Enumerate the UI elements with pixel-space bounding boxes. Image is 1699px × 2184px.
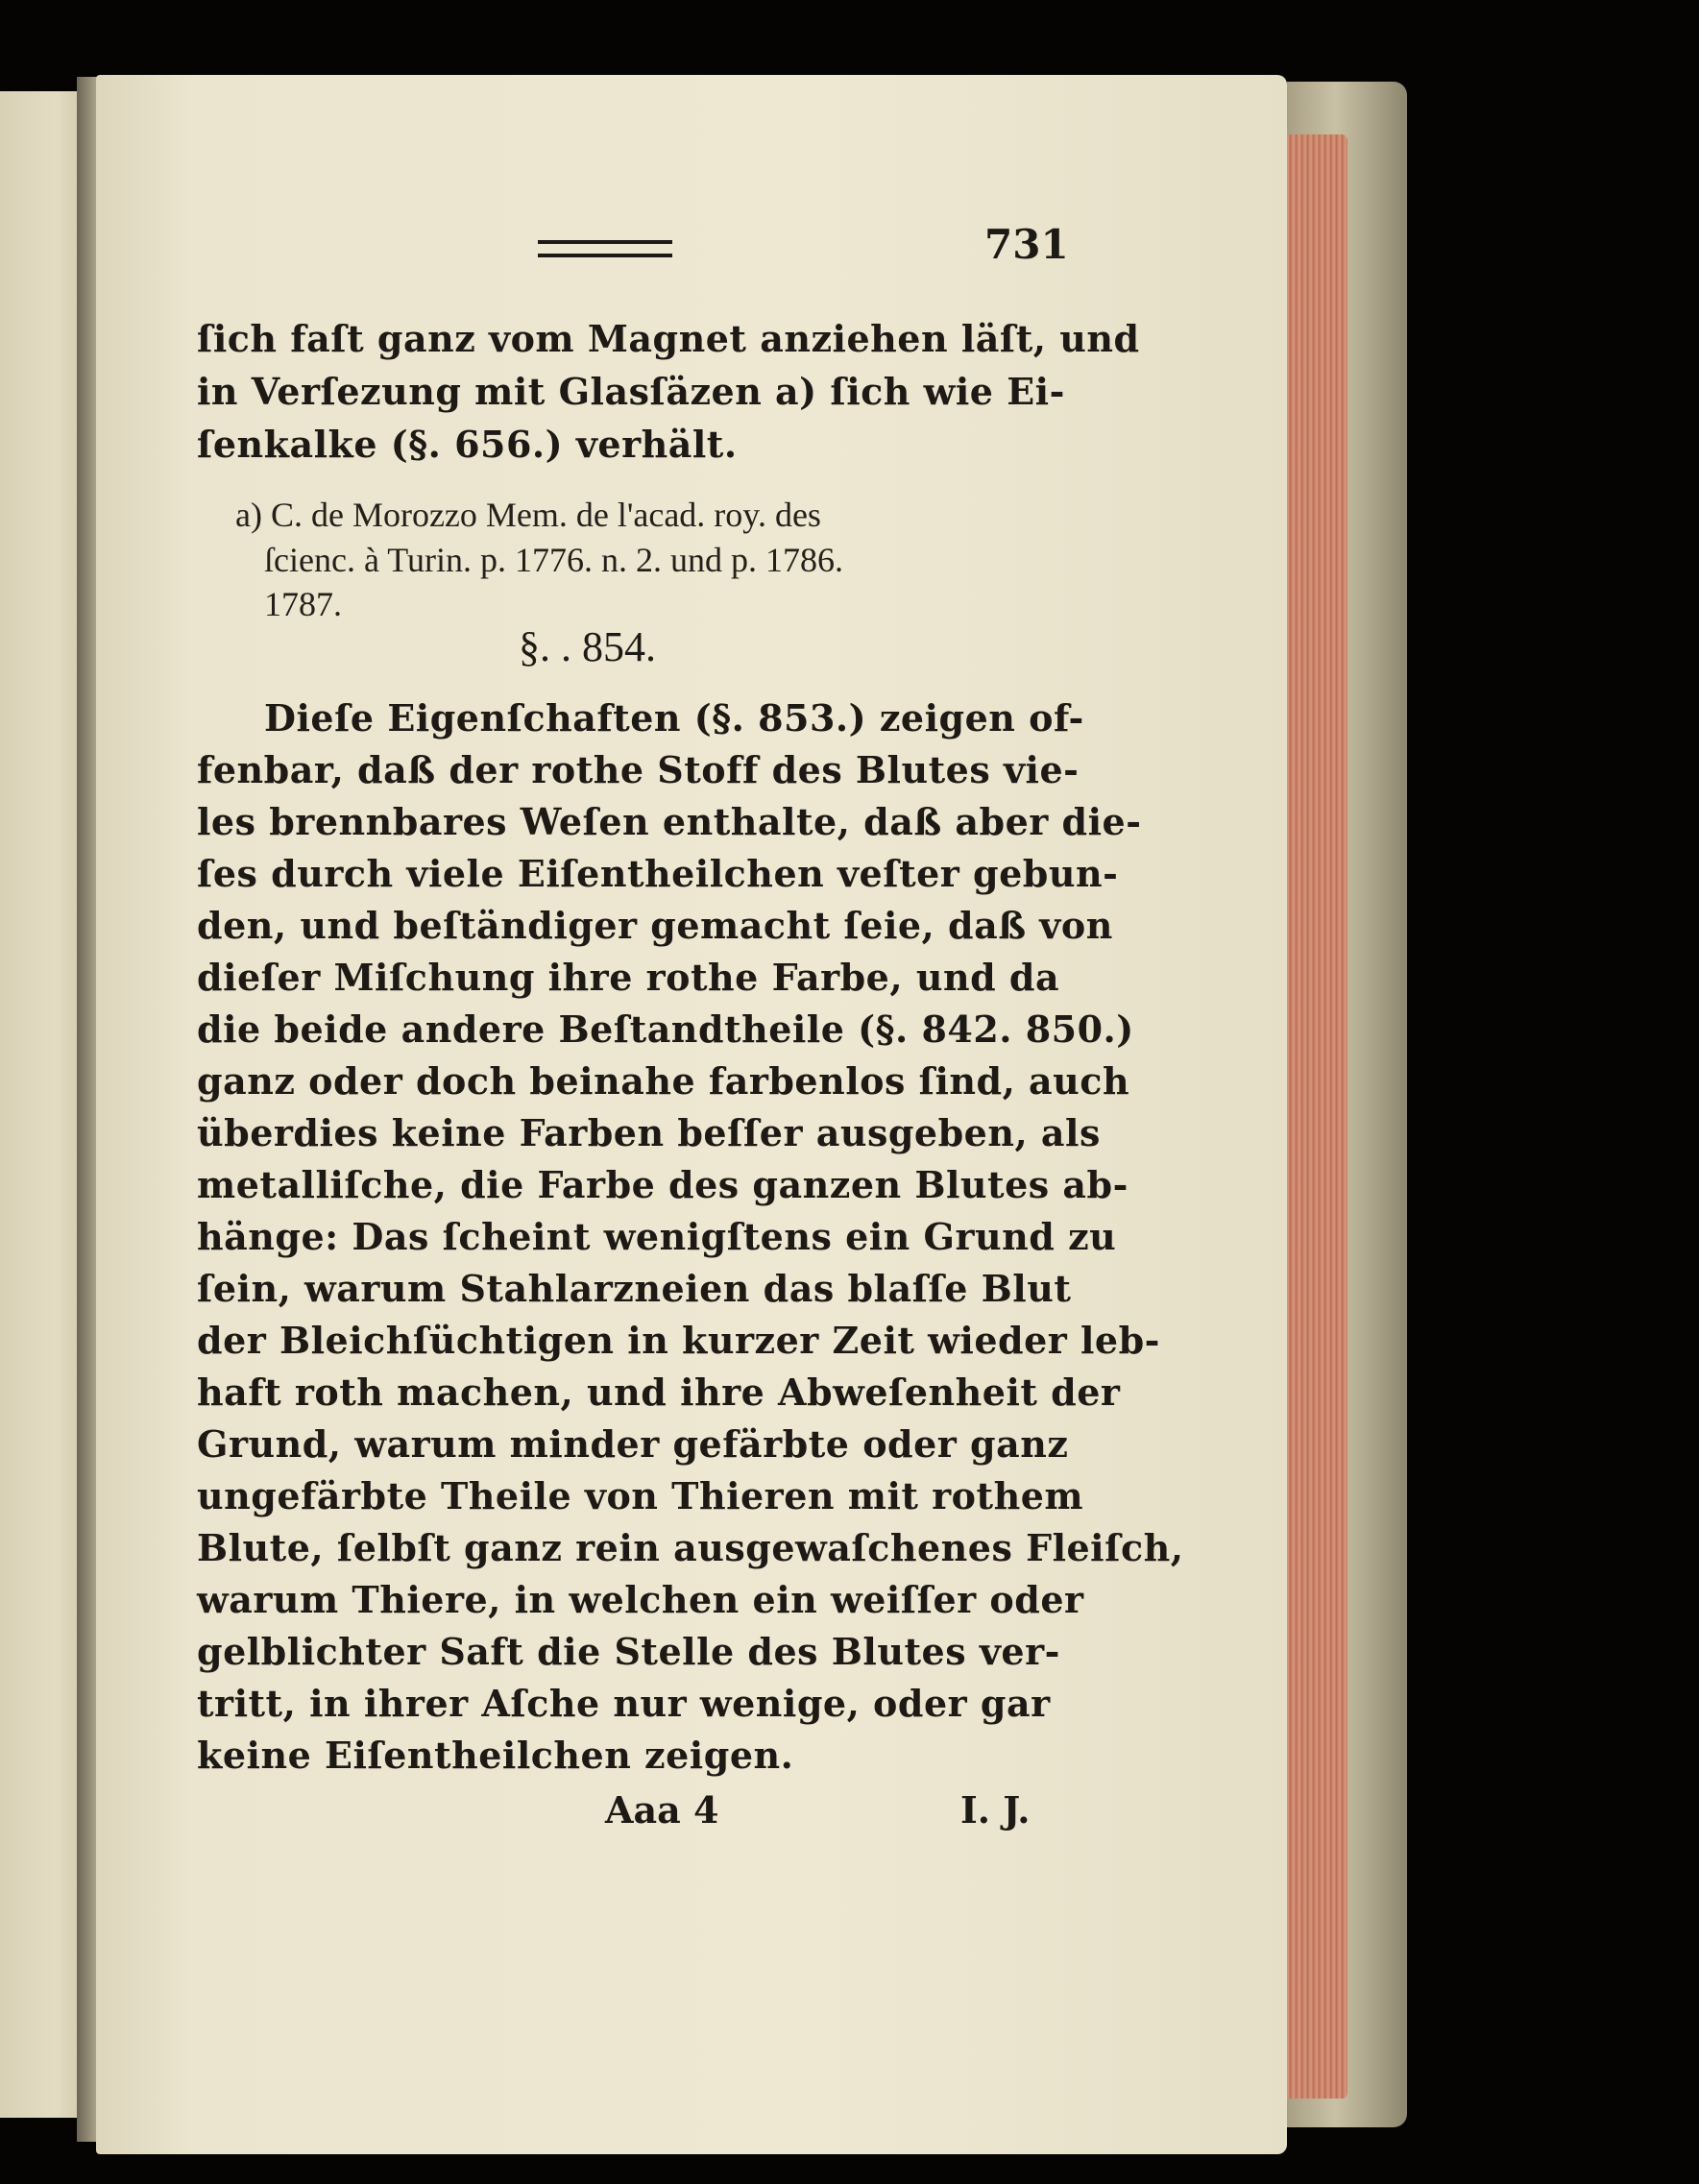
text-line: warum Thiere, in welchen ein weiſſer oder: [197, 1578, 1084, 1621]
text-line: gelblichter Saft die Stelle des Blutes ver-: [197, 1630, 1060, 1673]
text-line: dieſer Miſchung ihre rothe Farbe, und da: [197, 956, 1060, 999]
text-line: Blute, ſelbſt ganz rein ausgewaſchenes Fleiſch,: [197, 1526, 1184, 1569]
text-line: Grund, warum minder gefärbte oder ganz: [197, 1422, 1069, 1466]
text-line: keine Eiſentheilchen zeigen.: [197, 1734, 794, 1777]
text-line: les brennbares Weſen enthalte, daß aber die-: [197, 800, 1142, 843]
header-rule: [538, 240, 672, 257]
text-line: ganz oder doch beinahe farbenlos ſind, auch: [197, 1059, 1130, 1103]
text-line: Dieſe Eigenſchaften (§. 853.) zeigen of-: [264, 696, 1084, 740]
text-line: hänge: Das ſcheint wenigſtens ein Grund zu: [197, 1215, 1117, 1258]
text-line: ungefärbte Theile von Thieren mit rothem: [197, 1474, 1084, 1517]
text-line: tritt, in ihrer Aſche nur wenige, oder gar: [197, 1682, 1051, 1725]
signature-mark: Aaa 4: [605, 1788, 719, 1832]
text-line: ſes durch viele Eiſentheilchen veſter gebun-: [197, 852, 1119, 895]
text-line: metalliſche, die Farbe des ganzen Blutes ab-: [197, 1163, 1129, 1206]
text-line: haft roth machen, und ihre Abweſenheit der: [197, 1371, 1121, 1414]
text-line: überdies keine Farben beſſer ausgeben, als: [197, 1111, 1101, 1154]
catchword: I. J.: [960, 1788, 1031, 1832]
footnote-line: ſcienc. à Turin. p. 1776. n. 2. und p. 1786.: [264, 541, 843, 579]
text-line: der Bleichſüchtigen in kurzer Zeit wieder leb-: [197, 1319, 1160, 1362]
text-line: in Verſezung mit Glasſäzen a) ſich wie Ei-: [197, 370, 1065, 413]
section-heading: §. . 854.: [519, 623, 656, 670]
text-line: ſich faſt ganz vom Magnet anziehen läſt, und: [197, 317, 1140, 360]
text-line: die beide andere Beſtandtheile (§. 842. 850.): [197, 1007, 1134, 1051]
text-line: fenbar, daß der rothe Stoff des Blutes vie-: [197, 748, 1080, 791]
footnote-line: a) C. de Morozzo Mem. de l'acad. roy. des: [235, 496, 821, 534]
page-number: 731: [984, 221, 1069, 268]
text-line: den, und beſtändiger gemacht ſeie, daß von: [197, 904, 1113, 947]
text-line: ſein, warum Stahlarzneien das blaſſe Blut: [197, 1267, 1072, 1310]
footnote-line: 1787.: [264, 585, 342, 623]
text-line: ſenkalke (§. 656.) verhält.: [197, 423, 738, 466]
